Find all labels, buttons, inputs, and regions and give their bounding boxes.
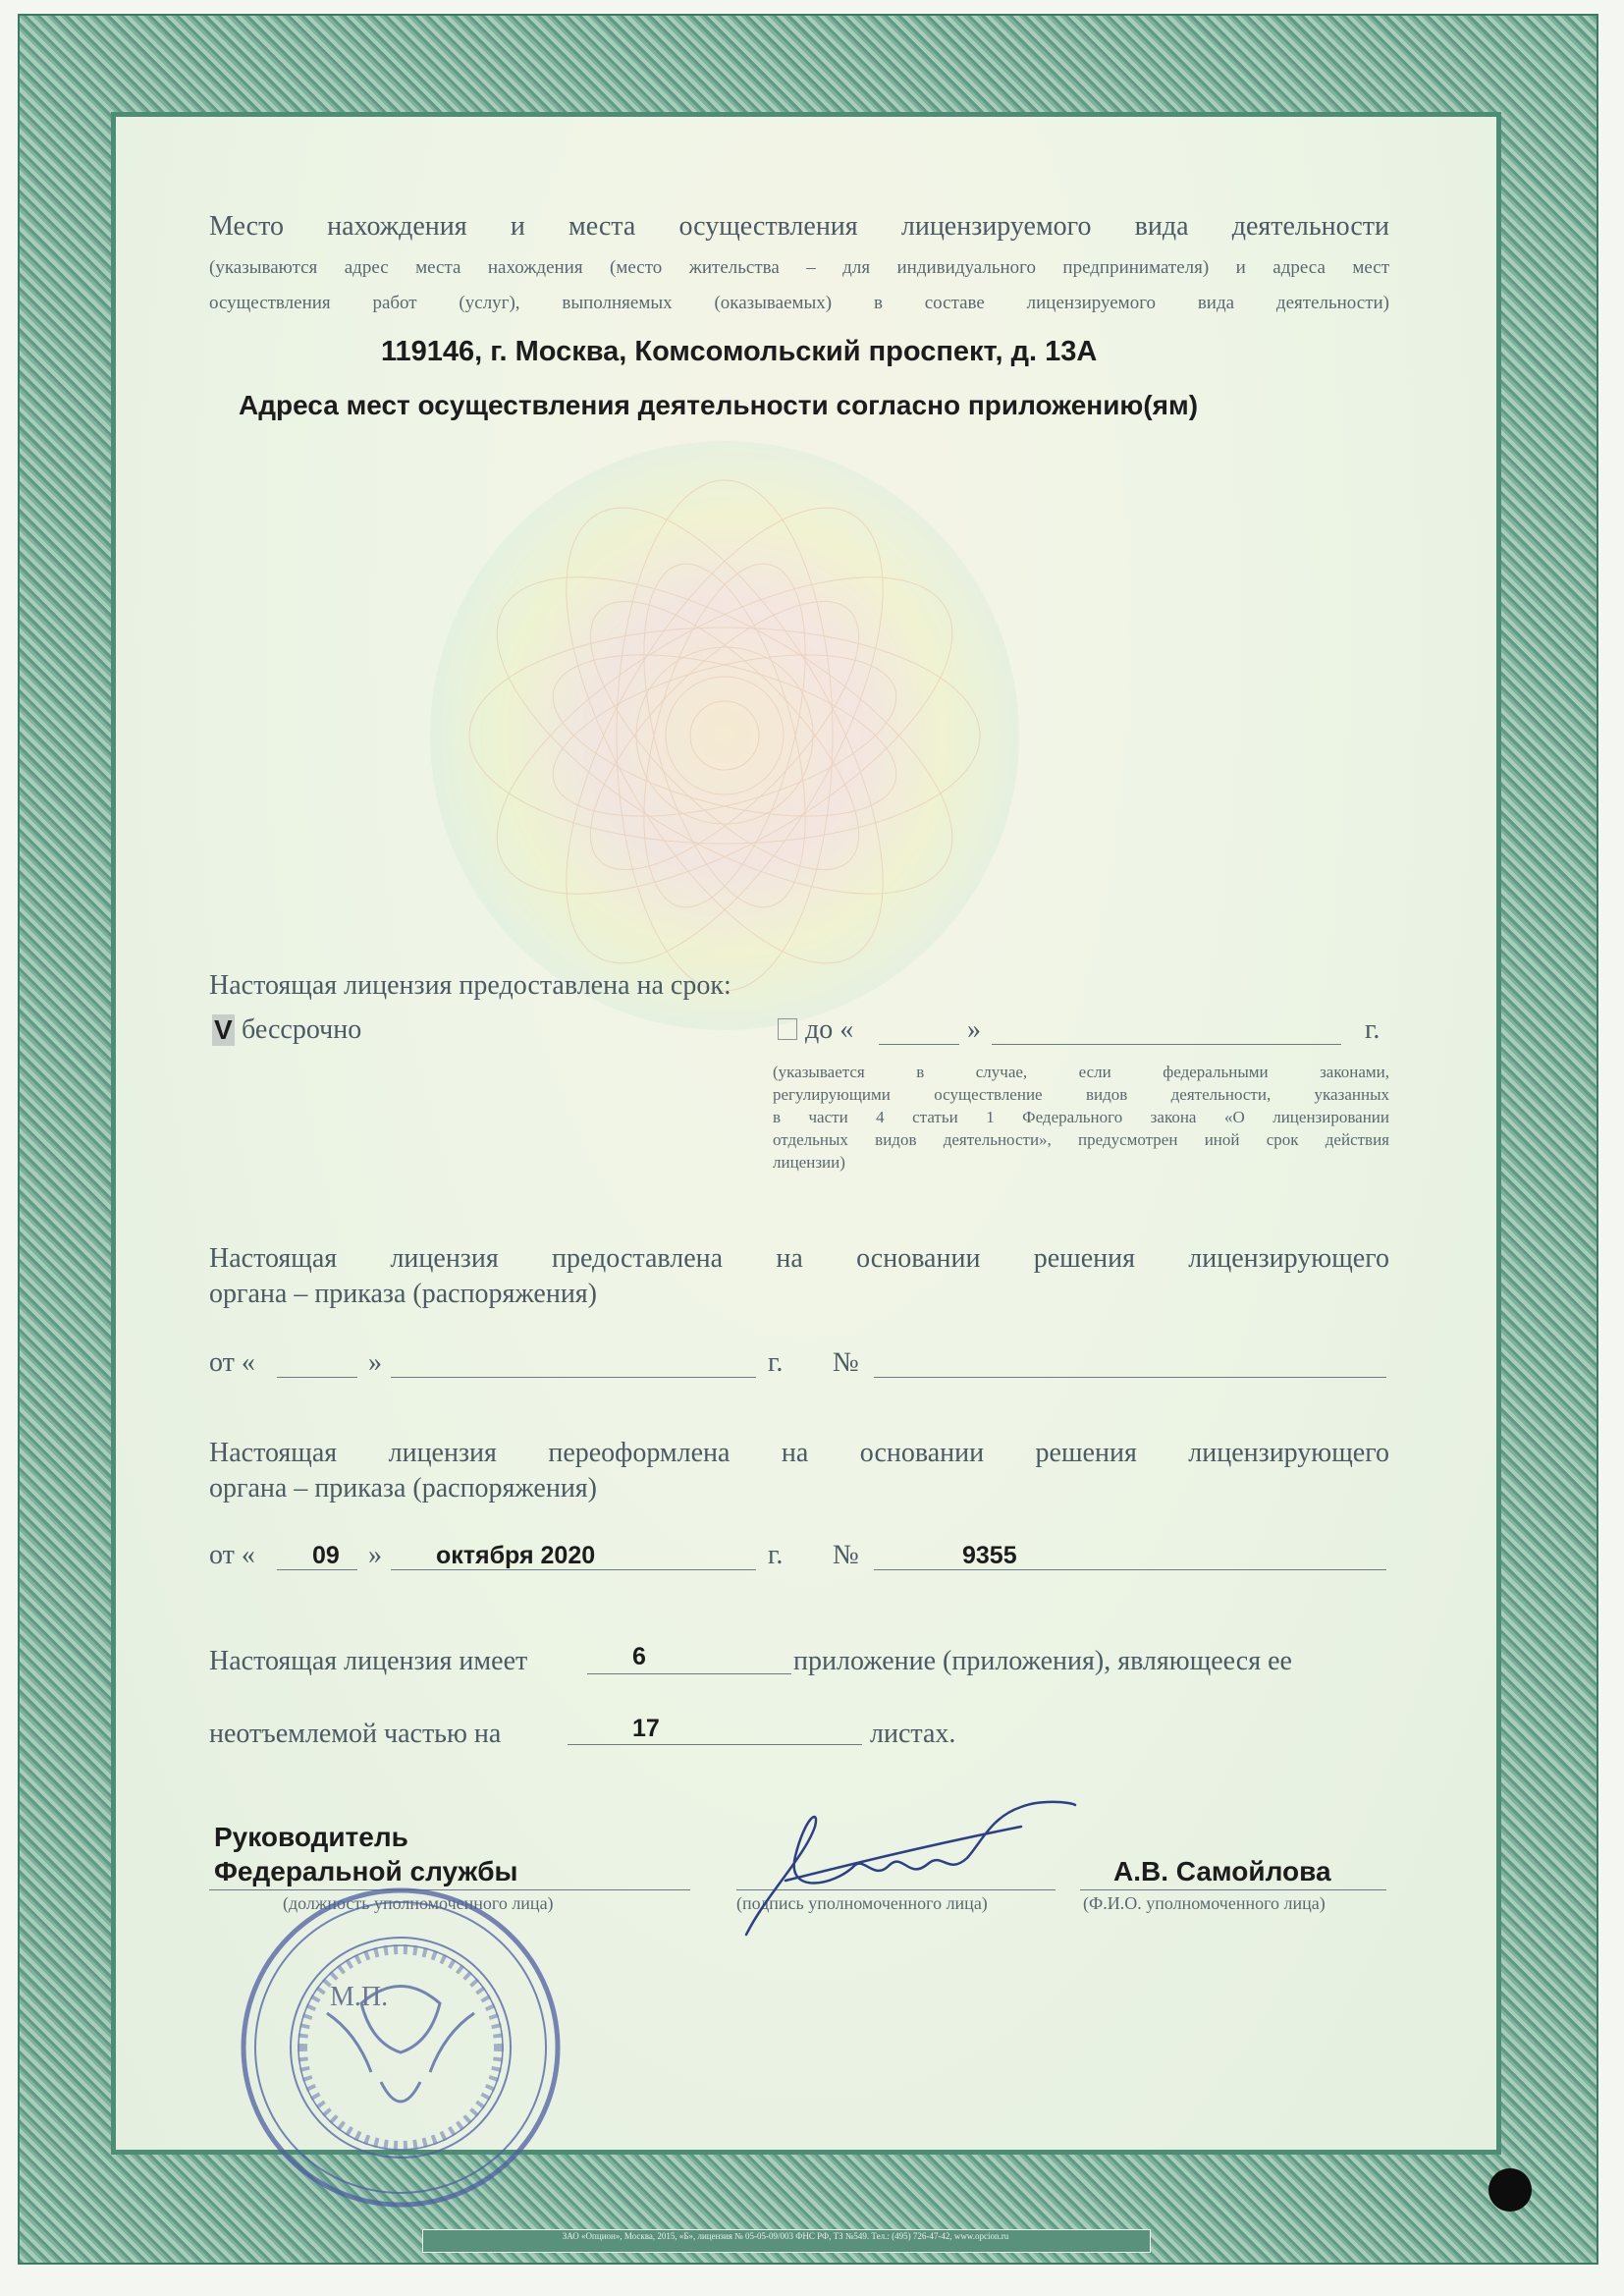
name-line [1080, 1889, 1386, 1890]
until-prefix: до « [805, 1014, 854, 1045]
indefinite-check-mark: V [214, 1014, 233, 1045]
reissue-year-label: г. [768, 1540, 784, 1570]
reissue-from-label: от « [209, 1540, 255, 1570]
term-heading: Настоящая лицензия предоставлена на срок: [209, 970, 731, 1001]
grant-basis-line2: органа – приказа (распоряжения) [209, 1279, 598, 1309]
reissue-day-value: 09 [312, 1542, 340, 1569]
location-heading: Место нахождения и места осуществления лицензируемого вида деятельности [209, 211, 1389, 242]
term-note-line: регулирующими осуществление видов деятельности, указанных [773, 1085, 1389, 1104]
until-year-suffix: г. [1365, 1014, 1380, 1045]
handwritten-signature [727, 1787, 1080, 1954]
reissue-month-year-value: октября 2020 [436, 1542, 596, 1569]
reissue-quote-close: » [368, 1540, 382, 1570]
grant-day-line [277, 1377, 357, 1378]
location-note-line1: (указываются адрес места нахождения (место жительства – для индивидуального предпринимателя) и адреса мест [209, 257, 1389, 278]
appendix-text4: листах. [870, 1719, 956, 1749]
signatory-name: А.В. Самойлова [1113, 1856, 1331, 1886]
reissue-basis-line2: органа – приказа (распоряжения) [209, 1473, 598, 1503]
address-appendix-note: Адреса мест осуществления деятельности согласно приложению(ям) [239, 390, 1199, 420]
grant-quote-close: » [368, 1347, 382, 1378]
address-value: 119146, г. Москва, Комсомольский проспект, д. 13А [381, 336, 1098, 367]
mp-stamp-placeholder: М.П. [330, 1982, 389, 2012]
appendix-text2: приложение (приложения), являющееся ее [793, 1646, 1292, 1676]
indefinite-label: бессрочно [242, 1014, 362, 1045]
reissue-number-line [874, 1569, 1386, 1570]
name-caption: (Ф.И.О. уполномоченного лица) [1083, 1893, 1326, 1913]
reissue-number-sign: № [833, 1540, 859, 1570]
term-note-line: в части 4 статьи 1 Федерального закона «О лицензировании [773, 1108, 1389, 1126]
grant-month-line [391, 1377, 756, 1378]
position-line2: Федеральной службы [214, 1856, 518, 1886]
appendix-count-line [587, 1673, 791, 1674]
grant-number-line [874, 1377, 1386, 1378]
until-month-line [992, 1044, 1341, 1045]
printer-info: ЗАО «Опцион», Москва, 2015, «Б», лицензия № 05-05-09/003 ФНС РФ, ТЗ №549. Тел.: (495) 726-47-42, www.opcion.ru [562, 2231, 1009, 2241]
appendix-count-value: 6 [632, 1643, 646, 1670]
appendix-sheets-value: 17 [632, 1715, 660, 1742]
until-day-line [879, 1044, 959, 1045]
appendix-text1: Настоящая лицензия имеет [209, 1646, 528, 1676]
guilloche-rosette-watermark [410, 421, 1039, 1050]
until-date-checkbox[interactable] [778, 1018, 797, 1040]
term-note-line: отдельных видов деятельности», предусмотрен иной срок действия [773, 1130, 1389, 1149]
appendix-sheets-line [568, 1744, 862, 1745]
until-quote-close: » [967, 1014, 981, 1045]
appendix-text3: неотъемлемой частью на [209, 1719, 502, 1749]
grant-year-label: г. [768, 1347, 784, 1378]
punch-hole [1489, 2168, 1532, 2212]
reissue-number-value: 9355 [962, 1542, 1017, 1569]
signature-caption: (подпись уполномоченного лица) [736, 1893, 988, 1913]
grant-number-sign: № [833, 1347, 859, 1378]
grant-basis-line1: Настоящая лицензия предоставлена на основании решения лицензирующего [209, 1243, 1389, 1274]
official-round-seal [234, 1886, 568, 2210]
term-note-line: (указывается в случае, если федеральными законами, [773, 1063, 1389, 1081]
grant-from-label: от « [209, 1347, 255, 1378]
term-note-line: лицензии) [773, 1153, 845, 1172]
position-line1: Руководитель [214, 1822, 408, 1852]
position-caption: (должность уполномоченного лица) [283, 1893, 554, 1913]
location-note-line2: осуществления работ (услуг), выполняемых (оказываемых) в составе лицензируемого вида деятельности) [209, 293, 1389, 313]
reissue-basis-line1: Настоящая лицензия переоформлена на основании решения лицензирующего [209, 1438, 1389, 1468]
